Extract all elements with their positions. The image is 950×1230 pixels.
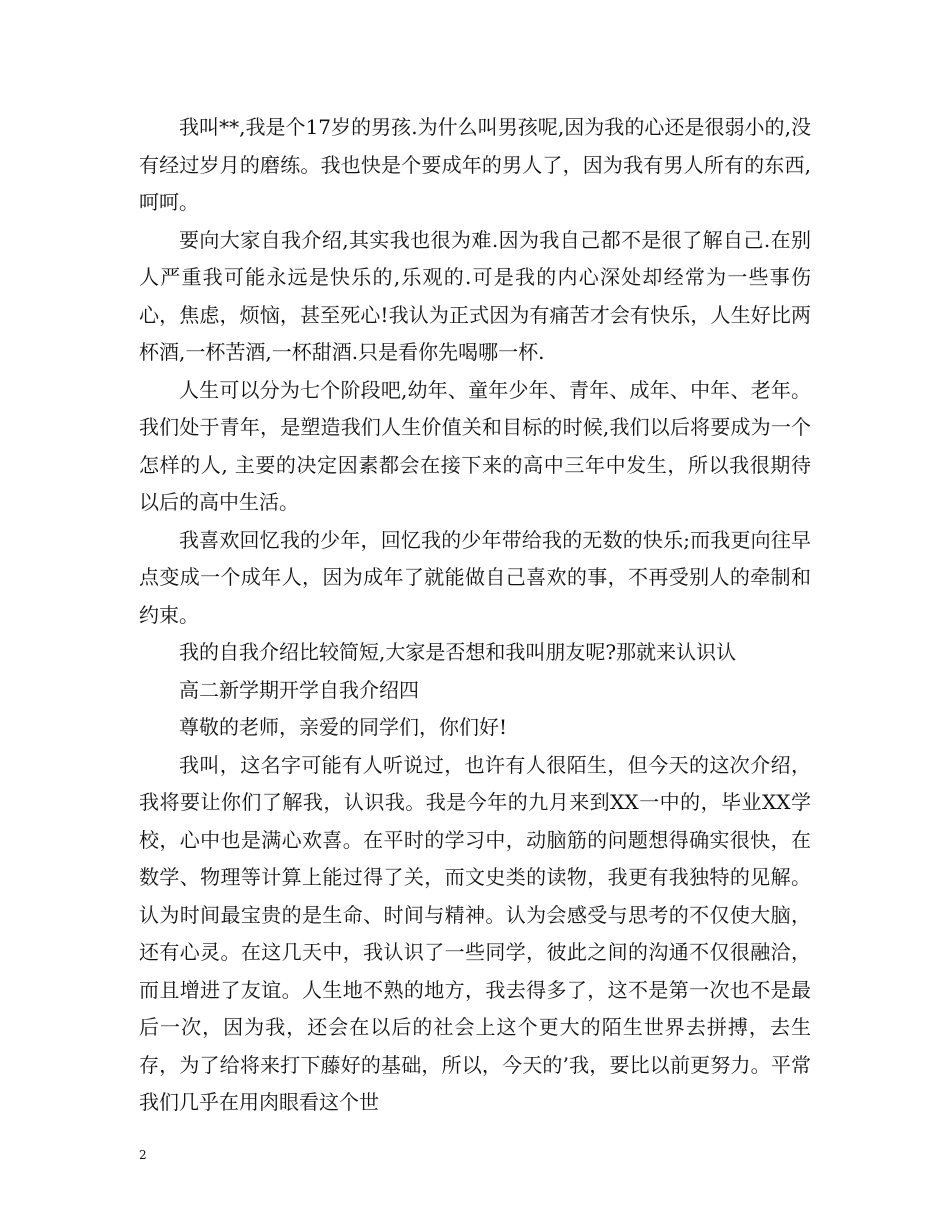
section-heading: 高二新学期开学自我介绍四 [179, 677, 419, 702]
paragraph-2: 要向大家自我介绍,其实我也很为难.因为我自己都不是很了解自己.在别人严重我可能永远是快乐的,乐观的.可是我的内心深处却经常为一些事伤心，焦虑，烦恼，甚至死心!我认为正式因为有痛苦才会有快乐，人生好比两杯酒,一杯苦酒,一杯甜酒.只是看你先喝哪一杯. [139, 227, 811, 364]
paragraph-5: 我的自我介绍比较简短,大家是否想和我叫朋友呢?那就来认识认 [179, 640, 737, 664]
document-body [139, 109, 811, 1122]
paragraph-4: 我喜欢回忆我的少年，回忆我的少年带给我的无数的快乐;而我更向往早点变成一个成年人，因为成年了就能做自己喜欢的事，不再受别人的牵制和约束。 [139, 527, 811, 627]
paragraph-1: 我叫**,我是个17岁的男孩.为什么叫男孩呢,因为我的心还是很弱小的,没有经过岁月的磨练。我也快是个要成年的男人了，因为我有男人所有的东西,呵呵。 [139, 115, 811, 214]
paragraph-3: 人生可以分为七个阶段吧,幼年、童年少年、青年、成年、中年、老年。我们处于青年，是塑造我们人生价值关和目标的时候,我们以后将要成为一个怎样的人, 主要的决定因素都会在接下来的高中三年中发生，所以我很期待以后的高中生活。 [139, 377, 811, 514]
paragraph-8: 我叫，这名字可能有人听说过，也许有人很陌生，但今天的这次介绍，我将要让你们了解我，认识我。我是今年的九月来到XX一中的，毕业XX学校，心中也是满心欢喜。在平时的学习中，动脑筋的问题想得确实很快，在数学、物理等计算上能过得了关，而文史类的读物，我更有我独特的见解。认为时间最宝贵的是生命、时间与精神。认为会感受与思考的不仅使大脑，还有心灵。在这几天中，我认识了一些同学，彼此之间的沟通不仅很融洽，而且增进了友谊。人生地不熟的地方，我去得多了，这不是第一次也不是最后一次，因为我，还会在以后的社会上这个更大的陌生世界去拼搏，去生存，为了给将来打下藤好的基础，所以，今天的’我，要比以前更努力。平常我们几乎在用肉眼看这个世 [139, 752, 811, 1114]
greeting-line: 尊敬的老师，亲爱的同学们，你们好! [179, 715, 508, 739]
page-number: 2 [139, 1148, 147, 1162]
